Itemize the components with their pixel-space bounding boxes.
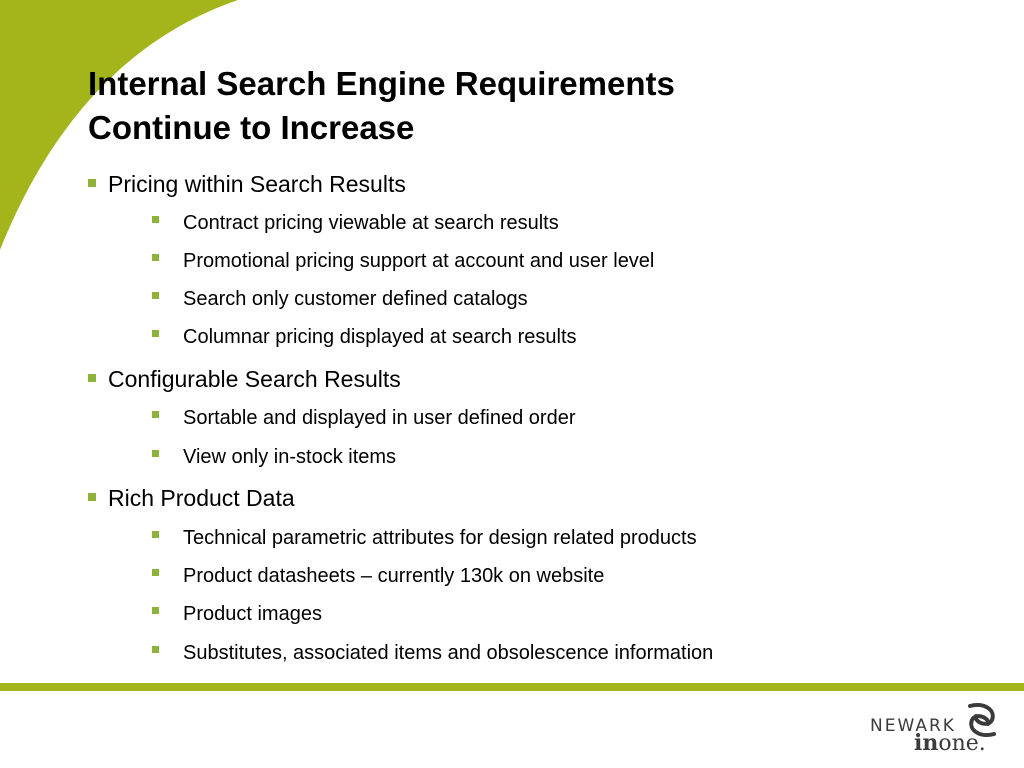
subbullet-label: Contract pricing viewable at search results [183,212,559,234]
bullet-marker [152,330,159,337]
subbullet-columnar-pricing [152,324,577,350]
bullet-label: Configurable Search Results [108,366,401,392]
bullet-marker [152,569,159,576]
bullet-label: Rich Product Data [108,485,295,511]
subbullet-label: Substitutes, associated items and obsolescence information [183,642,714,664]
bullet-marker [152,292,159,299]
logo-tagline-in: in [914,730,939,756]
logo-brand-text: NEWARK [870,716,956,736]
subbullet-label: Search only customer defined catalogs [183,288,528,310]
subbullet-substitutes [152,640,713,666]
bullet-marker [88,493,96,501]
slide-title-line2: Continue to Increase [88,109,415,146]
subbullet-customer-catalogs [152,286,528,312]
bullet-marker [152,216,159,223]
subbullet-product-images [152,601,322,627]
bullet-marker [152,450,159,457]
newark-inone-logo [868,700,1008,760]
subbullet-label: View only in-stock items [183,446,397,468]
subbullet-label: Product images [183,603,322,625]
subbullet-in-stock [152,444,396,470]
subbullet-sortable [152,405,575,431]
subbullet-parametric-attributes [152,525,697,551]
bullet-rich-product-data [88,484,295,512]
bullet-configurable-search-results [88,365,401,393]
bullet-marker [152,607,159,614]
subbullet-label: Technical parametric attributes for design related products [183,527,697,549]
subbullet-label: Sortable and displayed in user defined order [183,407,576,429]
subbullet-label: Columnar pricing displayed at search results [183,326,577,348]
subbullet-promotional-pricing [152,248,654,274]
bullet-pricing-within-search-results [88,170,406,198]
bullet-marker [88,179,96,187]
slide-title-line1: Internal Search Engine Requirements [88,65,675,102]
bullet-marker [152,646,159,653]
logo-tagline-one: one. [938,731,986,756]
subbullet-label: Promotional pricing support at account and user level [183,250,655,272]
bullet-marker [152,411,159,418]
bullet-marker [152,531,159,538]
bullet-marker [152,254,159,261]
bullet-label: Pricing within Search Results [108,171,406,197]
footer-divider [0,683,1024,691]
subbullet-label: Product datasheets – currently 130k on website [183,565,605,587]
bullet-marker [88,374,96,382]
newark-swirl-icon [962,700,1002,740]
subbullet-contract-pricing [152,210,559,236]
subbullet-datasheets [152,563,604,589]
